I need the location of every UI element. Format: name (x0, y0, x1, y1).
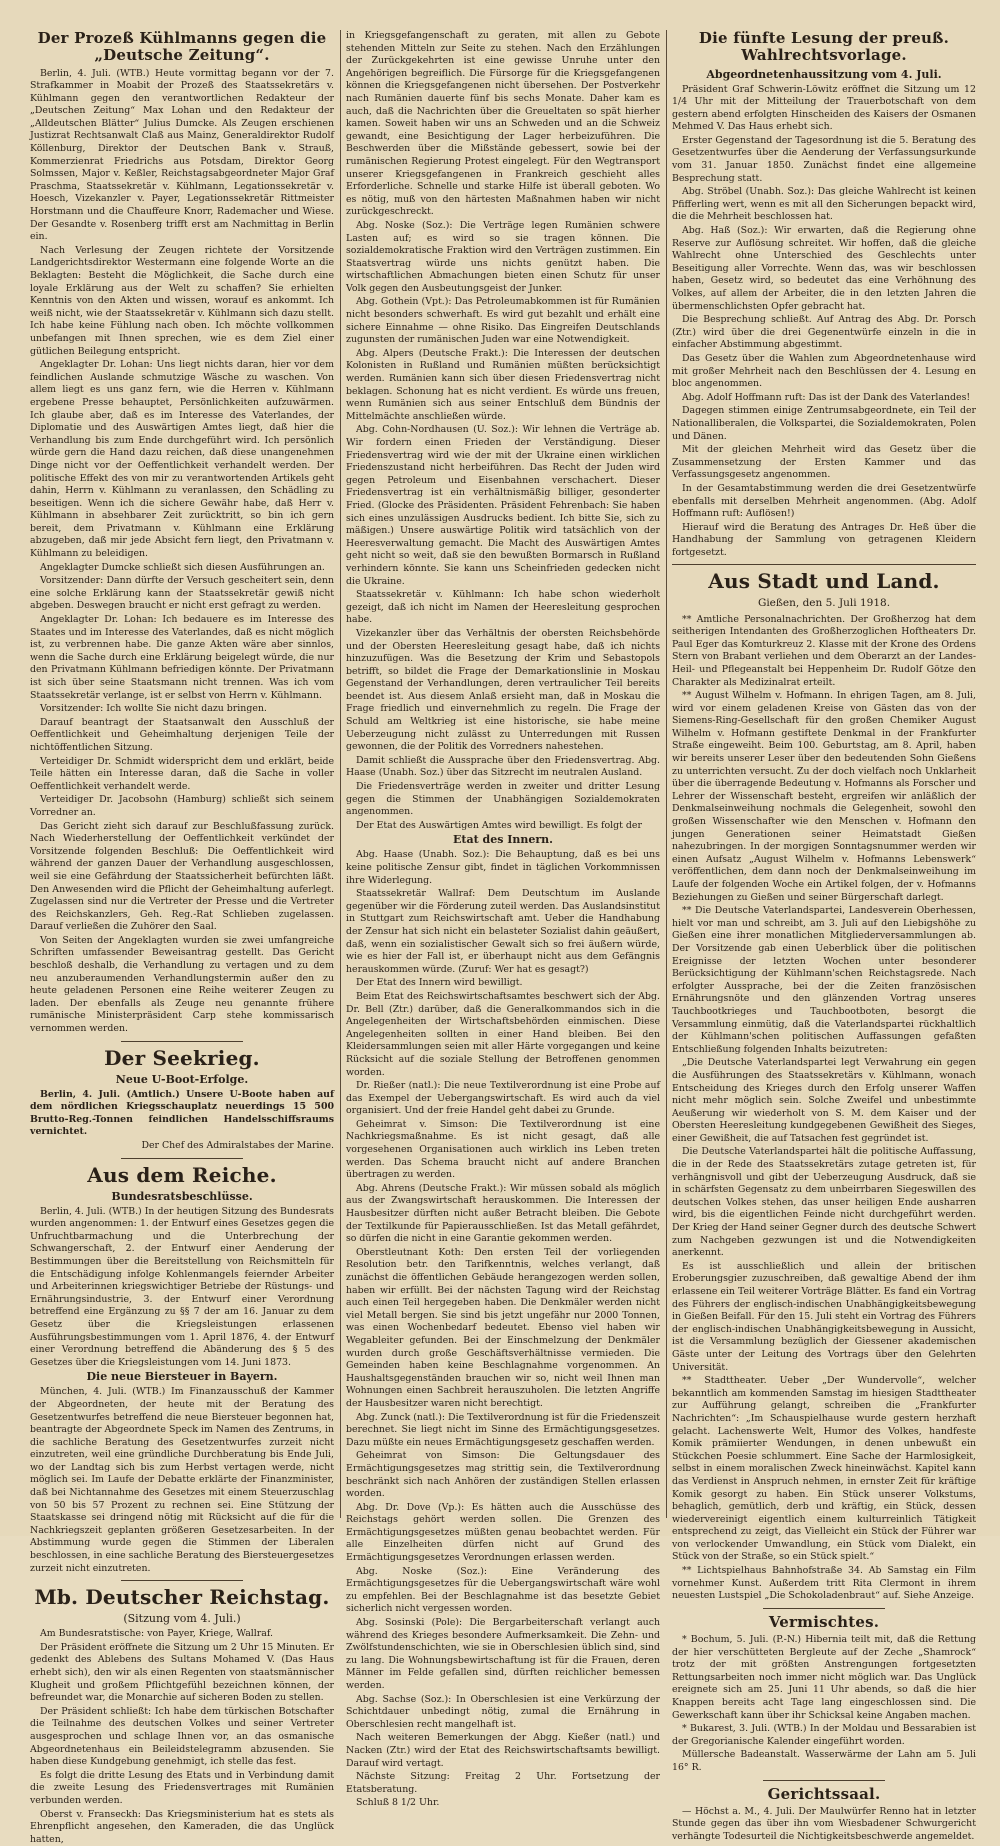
column-rule (666, 30, 667, 1518)
paragraph: Das Gesetz über die Wahlen zum Abgeordnetenhause wird mit großer Mehrheit nach den Beschlüssen der 4. Lesung en bloc angenommen. (672, 352, 976, 390)
paragraph: Der Präsident schließt: Ich habe dem türkischen Botschafter die Teilnahme des deutschen Volkes und seiner Vertreter ausgesprochen und schlage Ihnen vor, an das osmanische Abgeordnetenhaus ein Beileidstelegramm abzusenden. Sie haben diese Kundgebung genehmigt, ich stelle das fest. (30, 1705, 334, 1768)
paragraph: Der Präsident eröffnete die Sitzung um 2 Uhr 15 Minuten. Er gedenkt des Ablebens des Sultans Mohamed V. (Das Haus erhebt sich), den wir als einen Regenten von staatsmännischer Klugheit und großem Pflichtgefühl bezeichnen können, der befreundet war, die Monarchie auf sicheren Boden zu stellen. (30, 1641, 334, 1704)
paragraph: Abg. Gothein (Vpt.): Das Petroleumabkommen ist für Rumänien nicht besonders schwerhaft. Es wird gut bezahlt und erhält eine sichere Einnahme — ohne Risiko. Das Eingreifen Deutschlands zugunsten der rumänischen Juden war eine Notwendigkeit. (346, 296, 660, 346)
paragraph: Abg. Noske (Soz.): Eine Veränderung des Ermächtigungsgesetzes für die Uebergangswirtschaft wäre wohl zu empfehlen. Bei der Beschlagnahme ist das besetzte Gebiet sicherlich nicht vergessen worden. (346, 1565, 660, 1615)
paragraph: Hierauf wird die Beratung des Antrages Dr. Heß über die Handhabung der Sammlung von getragenen Kleidern fortgesetzt. (672, 521, 976, 558)
paragraph: Die Friedensverträge werden in zweiter und dritter Lesung gegen die Stimmen der Unabhängigen Sozialdemokraten angenommen. (346, 781, 660, 818)
paragraph: Abg. Ahrens (Deutsche Frakt.): Wir müssen sobald als möglich aus der Zwangswirtschaft herauskommen. Die Interessen der Hausbesitzer dürften nicht außer Betracht bleiben. Die Gebote der Textilkunde für Papierausschließen. Ist das Metall gefährdet, so dürfen die nicht in eine Garantie gekommen werden. (346, 1182, 660, 1245)
column-1 (30, 29, 334, 1845)
paragraph: Am Bundesratstische: von Payer, Kriege, Wallraf. (40, 1628, 273, 1640)
paragraph: Angeklagter Dr. Lohan: Ich bedauere es im Interesse des Staates und im Interesse des Vaterlandes, daß es nicht möglich ist, zu verbrennen habe. Die ganze Akten wäre aber sinnlos, wenn die Sache durch eine Erklärung beigelegt würde, die nur den Privatmann Kühlmann befriedigen könnte. Der Privatmann ist sich über seine Staatsmann nicht trennen. Was ich vom Staatssekretär verlange, ist er selbst von Herrn v. Kühlmann. (30, 614, 334, 701)
article-headline-gerichtssaal: Gerichtssaal. (767, 1784, 881, 1803)
paragraph: Abg. Ströbel (Unabh. Soz.): Das gleiche Wahlrecht ist keinen Pfifferling wert, wenn es mit all den Sicherungen bepackt wird, die die Mehrheit beschlossen hat. (672, 186, 976, 223)
paragraph: Damit schließt die Aussprache über den Friedensvertrag. Abg. Haase (Unabh. Soz.) über das Sitzrecht im neutralen Ausland. (346, 754, 660, 779)
paragraph: Abg. Sachse (Soz.): In Oberschlesien ist eine Verkürzung der Schichtdauer unbedingt nötig, zumal die Ernährung in Oberschlesien recht mangelhaft ist. (346, 1693, 660, 1730)
paragraph: Der Etat des Innern wird bewilligt. (356, 977, 523, 989)
column-2 (346, 30, 661, 1809)
paragraph: Dagegen stimmen einige Zentrumsabgeordnete, ein Teil der Nationalliberalen, die Volkspartei, die Sozialdemokraten, Polen und Dänen. (672, 405, 976, 442)
paragraph: Angeklagter Dr. Lohan: Uns liegt nichts daran, hier vor dem feindlichen Auslande schmutzige Wäsche zu waschen. Von allem liegt es uns ganz fern, wie die Herren v. Kühlmann ergebene Presse behauptet, Persönlichkeiten aufzuwärmen. Ich glaube aber, daß es im Interesse des Vaterlandes, der Diplomatie und des Auswärtigen Amtes liegt, daß hier die Verhandlung bis zum Ende durchgeführt wird. Ich persönlich würde gern die Hand dazu reichen, daß diese unangenehmen Dinge nicht vor der Oeffentlichkeit verhandelt werden. Der politische Effekt des von mir zu verantwortenden Artikels geht dahin, Herrn v. Kühlmann zu veranlassen, den Schädling zu beseitigen. Wenn ich die sichere Gewähr habe, daß Herr v. Kühlmann in absehbarer Zeit zurücktritt, so bin ich gern bereit, dem Privatmann v. Kühlmann eine Erklärung abzugeben, daß mir jede Absicht fern liegt, den Privatmann v. Kühlmann zu beleidigen. (30, 359, 334, 560)
paragraph: * Bochum, 5. Juli. (P.-N.) Hibernia teilt mit, daß die Rettung der hier verschütteten Bergleute auf der Zeche „Shamrock“ trotz der mit größten Anstrengungen fortgesetzten Rettungsarbeiten noch immer nicht möglich war. Das Unglück ereignete sich am 25. Juni 11 Uhr abends, so daß die hier Knappen bereits acht Tage lang eingeschlossen sind. Die Gewerkschaft kann über ihr Schicksal keine Angaben machen. (672, 1634, 976, 1721)
column-3 (672, 29, 976, 1843)
article-subheadline: Bundesratsbeschlüsse. (111, 1189, 253, 1203)
section-divider (763, 1780, 885, 1781)
paragraph: Beim Etat des Reichswirtschaftsamtes beschwert sich der Abg. Dr. Bell (Ztr.) darüber, daß die Generalkommandos sich in die Angelegenheiten der Wirtschaftsbehörden einmischen. Diese Angelegenheiten sollten in einer Hand bleiben. Bei den Kleidersammlungen seien mit aller Härte vorgegangen und keine Rücksicht auf die soziale Stellung der Betroffenen genommen worden. (346, 990, 660, 1078)
paragraph: Abg. Sosinski (Pole): Die Bergarbeiterschaft verlangt auch während des Krieges besondere Aufmerksamkeit. Die Zehn- und Zwölfstundenschichten, wie sie in Oberschlesien üblich sind, sind zu lang. Die Wohnungsbewirtschaftung ist für die Frauen, deren Männer im Felde gefallen sind, dürften reichlicher bemessen werden. (346, 1617, 660, 1691)
paragraph: Nächste Sitzung: Freitag 2 Uhr. Fortsetzung der Etatsberatung. (346, 1771, 660, 1795)
paragraph: Abg. Haase (Unabh. Soz.): Die Behauptung, daß es bei uns keine politische Zensur gibt, findet in täglichen Vorkommnissen ihre Widerlegung. (346, 849, 660, 886)
section-divider (672, 564, 976, 565)
paragraph: in Kriegsgefangenschaft zu geraten, mit allen zu Gebote stehenden Mitteln zur Seite zu stehen. Nach den Erzählungen der Zurückgekehrten ist eine gewisse Unruhe unter den Angehörigen begreiflich. Die Fürsorge für die Kriegsgefangenen können die Kriegsgefangenen nicht übersehen. Der Postverkehr nach Rumänien dauerte fünf bis sechs Monate. Daher kam es auch, daß die Nachrichten über die Greueltaten so spät hierher kamen. Soweit haben wir uns an Schweden und an die Schweiz gewandt, eine Besichtigung der Lager herbeizuführen. Die Beschwerden über die Mißstände gebessert, sowie bei der rumänischen Regierung Protest eingelegt. Für den Wegtransport unserer Kriegsgefangenen in Frankreich geschieht alles Erforderliche. Schnelle und starke Hilfe ist überall geboten. Wo es nötig, muß von den härtesten Maßnahmen haben wir nicht zurückgeschreckt. (346, 30, 660, 218)
paragraph: Es folgt die dritte Lesung des Etats und in Verbindung damit die zweite Lesung des Friedensvertrages mit Rumänien verbunden werden. (30, 1769, 334, 1806)
paragraph: Darauf beantragt der Staatsanwalt den Ausschluß der Oeffentlichkeit und Geheimhaltung derjenigen Teile der nichtöffentlichen Sitzung. (30, 716, 334, 753)
dateline: Gießen, den 5. Juli 1918. (757, 597, 891, 610)
column-rule (340, 30, 341, 1518)
paragraph: Abg. Dr. Dove (Vp.): Es hätten auch die Ausschüsse des Reichstags gehört werden sollen. Die Grenzen des Ermächtigungsgesetzes müßten genau beobachtet werden. Für alle Einzelheiten dürfen nicht auf Grund des Ermächtigungsgesetzes Verordnungen erlassen werden. (346, 1501, 660, 1564)
paragraph: — Höchst a. M., 4. Juli. Der Maulwürfer Renno hat in letzter Stunde gegen das über ihn vom Wiesbadener Schwurgericht verhängte Todesurteil die Nichtigkeitsbeschwerde angemeldet. (672, 1805, 976, 1843)
paragraph: Es ist ausschließlich und allein der britischen Eroberungsgier zuzuschreiben, daß gewaltige Abend der ihm erlassene ein Teil weiterer Vorträge Blätter. Es fand ein Vortrag des Führers der englisch-indischen Unabhängigkeitsbewegung in Gießen Beifall. Für den 15. Juli steht ein Vortrag des Führers der englisch-indischen Unabhängigkeitsbewegung in Aussicht, ist die Versammlung bezüglich der Giessener akademischen Gäste unter der Leitung des Vortrags über den Gelehrten Universität. (672, 1260, 976, 1373)
signature: Der Chef des Admiralstabes der Marine. (141, 1140, 334, 1151)
article-subheadline: Die neue Biersteuer in Bayern. (86, 1370, 278, 1384)
article-headline-kuehlmann-trial: Der Prozeß Kühlmanns gegen die „Deutsche Zeitung“. (37, 29, 327, 65)
section-divider (121, 1158, 243, 1159)
section-divider (763, 1608, 885, 1609)
paragraph: Abg. Cohn-Nordhausen (U. Soz.): Wir lehnen die Verträge ab. Wir fordern einen Frieden der Verständigung. Dieser Friedensvertrag wird wie der mit der Ukraine einen wirklichen Friedenszustand nicht herbeiführen. Das Recht der Juden wird gegen Petroleum und Eisenbahnen verschachert. Dieser Friedensvertrag ist ein verhältnismäßig billiger, gesonderter Fried. (Glocke des Präsidenten. Präsident Fehrenbach: Sie haben sich eines unzulässigen Ausdrucks bedient. Ich bitte Sie, sich zu mäßigen.) Unsere auswärtige Politik wird tatsächlich von der Heeresverwaltung gemacht. Die Macht des Auswärtigen Amtes geht nicht so weit, daß sie den bewußten Bormarsch in Rußland verhindern könnte. Sie kann uns Scheinfrieden gedecken nicht die Ukraine. (346, 424, 660, 587)
paragraph: Vizekanzler über das Verhältnis der obersten Reichsbehörde und der Obersten Heeresleitung gesagt habe, daß ich nichts hinzuzufügen. Was die Besetzung der Krim und Sebastopols betrifft, so bildet die Frage der Demarkationslinie in Moskau Gegenstand der Verhandlungen, deren vertraulicher Teil bereits beendet ist. Aus diesem Anlaß ersieht man, daß in Moskau die Frage friedlich und einvernehmlich zu regeln. Die Frage der Schuld am Weltkrieg ist eine historische, sie habe meine Ueberzeugung nicht zulässt zu Unterredungen mit Russen gewonnen, die der Politik des Vorredners nahestehen. (346, 627, 660, 753)
paragraph: ** Die Deutsche Vaterlandspartei, Landesverein Oberhessen, hielt vor man und schreibt, am 3. Juli auf den Liebigshöhe zu Gießen eine ihrer monatlichen Mitgliederversammlungen ab. Der Vorsitzende gab einen Ueberblick über die politischen Ereignisse der letzten Wochen unter besonderer Berücksichtigung der Kühlmann'schen Reichstagsrede. Nach erfolgter Aussprache, bei der die Zeiten französischen Ernährungsnöte und den glänzenden Vortrag unseres Tauchbootkrieges und Tauchbootboten, besorgt die Versammlung einmütig, daß die Vaterlandspartei rückhaltlich der Kühlmann'schen politischen Auffassungen gefaßten Entschließung folgenden Inhalts beizutreten: (672, 905, 976, 1055)
paragraph: Abg. Alpers (Deutsche Frakt.): Die Interessen der deutschen Kolonisten in Rußland und Rumänien müßten berücksichtigt werden. Rumänien kann sich über diesen Friedensvertrag nicht beklagen. Schonung hat es nicht verdient. Es würde uns freuen, wenn Rumänien sich aus seiner Entschluß dem Bündnis der Mittelmächte anschließen würde. (346, 347, 660, 422)
paragraph: ** Lichtspielhaus Bahnhofstraße 34. Ab Samstag ein Film vornehmer Kunst. Außerdem tritt Rita Clermont in ihrem neuesten Lustspiel „Die Schokoladenbraut“ auf. Siehe Anzeige. (672, 1565, 976, 1602)
paragraph: Der Etat des Auswärtigen Amtes wird bewilligt. Es folgt der (356, 819, 642, 831)
paragraph: Berlin, 4. Juli. (Amtlich.) Unsere U-Boote haben auf dem nördlichen Kriegsschauplatz neuerdings 15 500 Brutto-Reg.-Tonnen feindlichen Handelsschiffsraums vernichtet. (30, 1088, 334, 1138)
paragraph: Das Gericht zieht sich darauf zur Beschlußfassung zurück. Nach Wiederherstellung der Oeffentlichkeit verkündet der Vorsitzende folgenden Beschluß: Die Oeffentlichkeit wird während der ganzen Dauer der Verhandlung ausgeschlossen, weil sie eine Gefährdung der Staatssicherheit befürchten läßt. Den Anwesenden wird die Pflicht der Geheimhaltung auferlegt. Zugelassen sind nur die Vertreter der Presse und die Vertreter des Reichskanzlers, Geh. Reg.-Rat Schlieben zugelassen. Darauf verließen die Zuhörer den Saal. (30, 820, 334, 933)
article-subheadline: Neue U-Boot-Erfolge. (115, 1072, 249, 1086)
paragraph: ** Amtliche Personalnachrichten. Der Großherzog hat dem seitherigen Intendanten des Großherzoglichen Hoftheaters Dr. Paul Eger das Komturkreuz 2. Klasse mit der Krone des Ordens Stern von Brabant verliehen und dem Oberarzt an der Landes-Heil- und Pflegeanstalt bei Heppenheim Dr. Rudolf Götze den Charakter als Medizinalrat erteilt. (672, 613, 976, 688)
paragraph: * Bukarest, 3. Juli. (WTB.) In der Moldau und Bessarabien ist der Gregorianische Kalender eingeführt worden. (672, 1723, 976, 1747)
paragraph: Abg. Zunck (natl.): Die Textilverordnung ist für die Friedenszeit berechnet. Sie liegt nicht im Sinne des Ermächtigungsgesetzes. Dazu müßte ein neues Ermächtigungsgesetz geschaffen werden. (346, 1411, 661, 1448)
paragraph: Verteidiger Dr. Schmidt widerspricht dem und erklärt, beide Teile hätten ein Interesse daran, daß die Sache in voller Oeffentlichkeit verhandelt werde. (30, 755, 334, 792)
paragraph: Von Seiten der Angeklagten wurden sie zwei umfangreiche Schriften umfassender Beweisantrag gestellt. Das Gericht beschloß deshalb, die Verhandlung zu vertagen und zu dem neu anzuberaumenden Verhandlungstermin außer den zu heute geladenen Personen eine Reihe weiterer Zeugen zu laden. Der ebenfalls als Zeuge neu genannte frühere rumänische Ministerpräsident Carp stehe kommissarisch vernommen werden. (30, 934, 334, 1035)
article-headline-reich: Aus dem Reiche. (87, 1162, 277, 1187)
paragraph: Präsident Graf Schwerin-Löwitz eröffnet die Sitzung um 12 1/4 Uhr mit der Mitteilung der Trauerbotschaft von dem gestern abend erfolgten Hinscheiden des Kaisers der Osmanen Mehmed V. Das Haus erhebt sich. (672, 83, 976, 133)
paragraph: Erster Gegenstand der Tagesordnung ist die 5. Beratung des Gesetzentwurfes über die Aenderung der Verfassungsurkunde vom 31. Januar 1850. Zunächst findet eine allgemeine Besprechung statt. (672, 134, 976, 184)
article-headline-stadt-und-land: Aus Stadt und Land. (708, 569, 940, 594)
article-subheadline: Abgeordnetenhaussitzung vom 4. Juli. (706, 67, 942, 81)
article-headline-wahlrecht: Die fünfte Lesung der preuß. Wahlrechtsvorlage. (698, 29, 950, 65)
paragraph: Angeklagter Dumcke schließt sich diesen Ausführungen an. (40, 561, 325, 573)
paragraph: Berlin, 4. Juli. (WTB.) Heute vormittag begann vor der 7. Strafkammer in Moabit der Prozeß des Staatssekretärs v. Kühlmann gegen den verantwortlichen Redakteur der „Deutschen Zeitung“ Max Lohan und den Redakteur der „Alldeutschen Blätter“ Julius Dumcke. Als Zeugen erschienen Justizrat Rechtsanwalt Claß aus Mainz, Generaldirektor Rudolf Köllenburg, Direktor der Deutschen Bank v. Strauß, Kommerzienrat Friedrichs aus Potsdam, Direktor Georg Solmssen, Major v. Keßler, Reichstagsabgeordneter Major Graf Praschma, Staatssekretär v. Kühlmann, Legationssekretär v. Hoesch, Vizekanzler v. Payer, Legationssekretär Rittmeister Horstmann und die Chauffeure Knorr, Rademacher und Wiese. Der Gesandte v. Rosenberg trifft erst am Nachmittag in Berlin ein. (30, 67, 334, 243)
paragraph: In der Gesamtabstimmung werden die drei Gesetzentwürfe ebenfalls mit derselben Mehrheit angenommen. (Abg. Adolf Hoffmann ruft: Auflösen!) (672, 482, 976, 520)
paragraph: Dr. Rießer (natl.): Die neue Textilverordnung ist eine Probe auf das Exempel der Uebergangswirtschaft. Es wird auch da viel organisiert. Und der freie Handel geht dabei zu Grunde. (346, 1080, 660, 1117)
section-divider (121, 1041, 243, 1042)
paragraph: Schluß 8 1/2 Uhr. (356, 1797, 440, 1809)
paragraph: ** Stadttheater. Ueber „Der Wundervolle“, welcher bekanntlich am kommenden Samstag im hiesigen Stadttheater zur Aufführung gelangt, schreiben die „Frankfurter Nachrichten“: „Im Schauspielhause wurde gestern herzhaft gelacht. Lachenswerte Welt, Humor des Volkes, handfeste Komik prämiierter Wendungen, in denen unbewußt ein Stückchen Poesie schlummert. Eine Sache der Harmlosigkeit, selbst in einem moralischen Zweck hineinwächst. Kapitel kann das Verdienst in Anspruch nehmen, in ernster Zeit für kräftige Komik gesorgt zu haben. Ein Stück unserer Volkstums, behaglich, gemütlich, derb und kräftig, ein Stück, dessen wiedervereinigt eigentlich einem kulturreinlich Tätigkeit entsprechend zu zeigt, das Vielleicht ein Stück der Führer war von verlockender Umwandlung, ein Stück vom Dialekt, ein Stück von der Straße, so ein Stück spielt.“ (672, 1375, 976, 1563)
section-divider (121, 1580, 243, 1581)
paragraph: Nach Verlesung der Zeugen richtete der Vorsitzende Landgerichtsdirektor Westermann eine folgende Worte an die Beklagten: Besteht die Möglichkeit, die Sache durch eine loyale Erklärung aus der Welt zu schaffen? Sie erhielten Kenntnis von den Akten und wissen, worauf es ankommt. Ich weiß nicht, wie der Staatssekretär v. Kühlmann sich dazu stellt. Ich habe keine Fühlung nach oben. Ich möchte vollkommen unbefangen mit Ihnen sprechen, wie es dem Ziel einer gütlichen Beilegung entspricht. (30, 244, 334, 357)
paragraph: Vorsitzender: Ich wollte Sie nicht dazu bringen. (40, 703, 267, 715)
article-headline-seekrieg: Der Seekrieg. (104, 1045, 260, 1070)
paragraph: Müllersche Badeanstalt. Wasserwärme der Lahn am 5. Juli 16° R. (672, 1749, 976, 1774)
paragraph: Oberstleutnant Koth: Den ersten Teil der vorliegenden Resolution betr. den Tarifkenntnis, welches verlangt, daß zunächst die öffentlichen Gebäude herangezogen werden sollen, haben wir erfüllt. Bei der nächsten Tagung wird der Reichstag auch einen Teil hergegeben haben. Die Denkmäler werden nicht viel Metall bergen. Sie sind bis jetzt ungefähr nur 2000 Tonnen, was einen Wochenbedarf bedeutet. Ebenso viel haben wir Wegableiter gefunden. Bei der Einschmelzung der Denkmäler wurden durch große Geschäftsverhältnisse vermieden. Die Gemeinden haben keine Beschlagnahme vorgenommen. An Haushaltsgegenständen brauchen wir so, nicht weil Ihnen man Wohnungen einen Sachbreit herauszuholen. Die letzten Angriffe der Hausbesitzer waren nicht berechtigt. (346, 1246, 660, 1409)
paragraph: Oberst v. Franseckh: Das Kriegsministerium hat es stets als Ehrenpflicht angesehen, den Kameraden, die das Unglück hatten, (30, 1808, 334, 1845)
paragraph: Die Deutsche Vaterlandspartei hält die politische Auffassung, die in der Rede des Staatssekretärs zutage getreten ist, für verhängnisvoll und gibt der Ueberzeugung Ausdruck, daß sie in schärfsten Gegensatz zu dem unbeirrbaren Siegeswillen des deutschen Volkes stehen, das unser heiligen Ende ausharren wird, bis die eigentlichen Feinde nicht durchgeführt werden. Der Krieg der Hand seiner Gegner durch des deutsche Schwert zum Nachgeben gezwungen ist und die Notwendigkeiten anerkennt. (672, 1146, 976, 1259)
article-subheadline: (Sitzung vom 4. Juli.) (123, 1612, 241, 1626)
paragraph: Verteidiger Dr. Jacobsohn (Hamburg) schließt sich seinem Vorredner an. (30, 794, 334, 818)
paragraph: Abg. Haß (Soz.): Wir erwarten, daß die Regierung ohne Reserve zur Auflösung schreitet. Wir hoffen, daß die gleiche Wahlrecht ohne Unterschied des Geschlechts unter Beseitigung aller Vorrechte. Wenn das, was wir beschlossen haben, Gesetz wird, so bedeutet das eine Verhöhnung des Volkes, auf allem der Arbeiter, die in den letzten Jahren die übermenschlichsten Opfer gebracht hat. (672, 225, 976, 312)
paragraph: Abg. Noske (Soz.): Die Verträge legen Rumänien schwere Lasten auf; es wird so sie tragen können. Die sozialdemokratische Fraktion wird den Verträgen zustimmen. Ein Staatsvertrag würde uns nichts genützt haben. Die wirtschaftlichen Abmachungen bieten einen Schutz für unser Volk gegen den Ausbeutungsgeist der Junker. (346, 219, 660, 294)
article-headline-vermischtes: Vermischtes. (768, 1612, 880, 1631)
article-subheadline: Etat des Innern. (453, 833, 553, 847)
paragraph: Abg. Adolf Hoffmann ruft: Das ist der Dank des Vaterlandes! (682, 391, 971, 403)
paragraph: Berlin, 4. Juli. (WTB.) In der heutigen Sitzung des Bundesrats wurden angenommen: 1. der Entwurf eines Gesetzes gegen die Unfruchtbarmachung und die Unterbrechung der Schwangerschaft, 2. der Entwurf einer Aenderung der Bestimmungen über die Bereitstellung von Reichsmitteln für die Entschädigung infolge Kohlenmangels feiernder Arbeiter und Arbeiterinnen kriegswichtiger Betriebe der Rüstungs- und Ernährungsindustrie, 3. der Entwurf einer Verordnung betreffend eine Ergänzung zu §§ 7 der am 16. Januar zu dem Gesetz über die Kriegsleistungen erlassenen Ausführungsbestimmungen vom 1. April 1876, 4. der Entwurf einer Verordnung betreffend die Abänderung des § 5 des Gesetzes über die Kriegsleistungen vom 14. Juni 1873. (30, 1205, 334, 1368)
paragraph: Geheimrat von Simson: Die Geltungsdauer des Ermächtigungsgesetzes mag strittig sein, die Textilverordnung beschränkt sich nach Anhören der zuständigen Stellen erlassen worden. (346, 1450, 660, 1500)
paragraph: Mit der gleichen Mehrheit wird das Gesetz über die Zusammensetzung der Ersten Kammer und das Verfassungsgesetz angenommen. (672, 444, 976, 481)
paragraph: München, 4. Juli. (WTB.) Im Finanzausschuß der Kammer der Abgeordneten, der heute mit der Beratung des Gesetzentwurfes betreffend die neue Biersteuer begonnen hat, beantragte der Abgeordnete Speck im Namen des Zentrums, in die sachliche Beratung des Gesetzentwurfes zurzeit nicht einzutreten, weil eine gründliche Durchberatung bis Ende Juli, wo der Landtag sich bis zum Herbst vertagen werde, nicht möglich sei. Im Laufe der Debatte erklärte der Finanzminister, daß bei Nichtannahme des Gesetzes mit einem Steuerzuschlag von 50 bis 57 Prozent zu rechnen sei. Eine Stützung der Staatskasse sei dringend nötig mit Rücksicht auf die für die Nachkriegszeit geplanten größeren Gesetzesarbeiten. In der Abstimmung wurde gegen die Stimmen der Liberalen beschlossen, in eine sachliche Beratung des Biersteuergesetzes zurzeit nicht einzutreten. (30, 1386, 334, 1574)
paragraph: Staatssekretär Wallraf: Dem Deutschtum im Auslande gegenüber wir die Förderung zuteil werden. Das Auslandsinstitut in Stuttgart zum Reichswirtschaft amt. Ueber die Handhabung der Zensur hat sich nicht ein belasteter Sozialist dahin geäußert, daß, wenn ein sozialistischer Gewalt sich so frei äußern würde, wie es hier der Fall ist, er überhaupt nicht aus dem Gefängnis herauskommen würde. (Zuruf: Wer hat es gesagt?) (346, 888, 660, 975)
paragraph: Nach weiteren Bemerkungen der Abgg. Kießer (natl.) und Nacken (Ztr.) wird der Etat des Reichswirtschaftsamts bewilligt. Darauf wird vertagt. (346, 1732, 660, 1769)
paragraph: ** August Wilhelm v. Hofmann. In ehrigen Tagen, am 8. Juli, wird vor einem geladenen Kreise von Gästen das von der Siemens-Ring-Gesellschaft für den großen Chemiker August Wilhelm v. Hofmann gestiftete Denkmal in der Frankfurter Straße eingeweiht. Beim 100. Geburtstag, am 8. April, haben wir bereits unserer Leser über den bedeutenden Sohn Gießens zu unterrichten versucht. Zu der doch vielfach noch Unklarheit über die überragende Bedeutung v. Hofmanns als Forscher und Lehrer der Wissenschaft besteht, ergreifen wir anläßlich der Denkmalseinweihung nochmals die Gelegenheit, sowohl den großen Wissenschafter wie den Menschen v. Hofmann den jungen Generationen seiner Heimatstadt Gießen nahezubringen. In der morgigen Sonntagsnummer werden wir einen Aufsatz „August Wilhelm v. Hofmanns Lebenswerk“ veröffentlichen, dem dann noch der Denkmalseinweihung im Laufe der folgenden Woche ein Artikel folgen, der v. Hofmanns Beziehungen zu Gießen und seiner Bürgerschaft darlegt. (672, 690, 976, 903)
paragraph: Die Besprechung schließt. Auf Antrag des Abg. Dr. Porsch (Ztr.) wird über die drei Gegenentwürfe einzeln in die in einfacher Abstimmung abgestimmt. (672, 314, 976, 351)
paragraph: Staatssekretär v. Kühlmann: Ich habe schon wiederholt gezeigt, daß ich nicht im Namen der Heeresleitung gesprochen habe. (346, 589, 660, 626)
paragraph: „Die Deutsche Vaterlandspartei legt Verwahrung ein gegen die Ausführungen des Staatssekretärs v. Kühlmann, wonach Entscheidung des Krieges durch den Erfolg unserer Waffen nicht mehr möglich sein. Solche Zweifel und unbestimmte Aeußerung wir wiederholt von S. M. dem Kaiser und der Obersten Heeresleitung kundgegebenen Gewißheit des Sieges, einer Gewißheit, die auf Tatsachen fest gegründet ist. (672, 1057, 976, 1144)
paragraph: Geheimrat v. Simson: Die Textilverordnung ist eine Nachkriegsmaßnahme. Es ist nicht gesagt, daß alle vorgesehenen Organisationen auch wirklich ins Leben treten werden. Das Schema braucht nicht auf andere Branchen übertragen zu werden. (346, 1118, 660, 1181)
paragraph: Vorsitzender: Dann dürfte der Versuch gescheitert sein, denn eine solche Erklärung kann der Staatssekretär gewiß nicht abgeben. Deswegen braucht er nicht erst gefragt zu werden. (30, 575, 334, 612)
article-headline-reichstag: Mb. Deutscher Reichstag. (34, 1585, 330, 1610)
